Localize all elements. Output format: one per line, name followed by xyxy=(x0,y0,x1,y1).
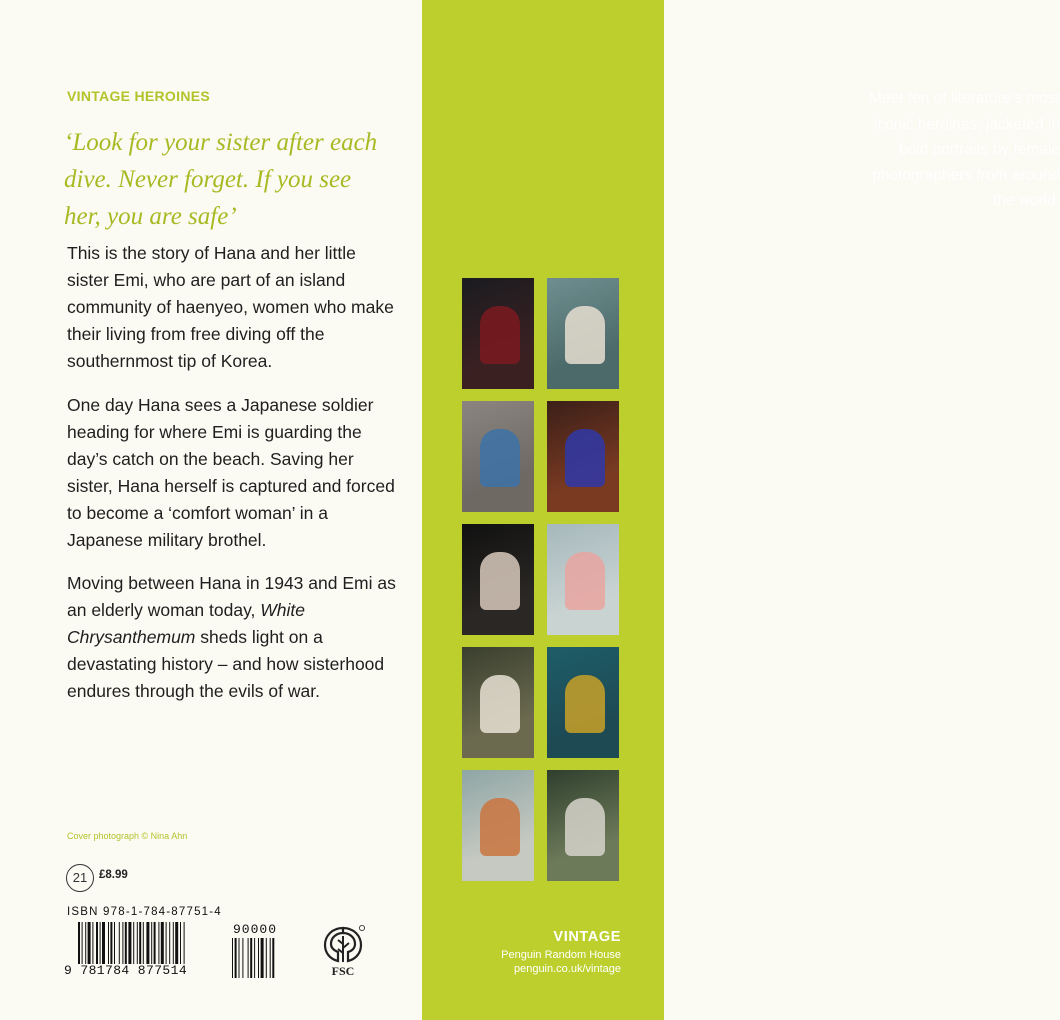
fsc-label: FSC xyxy=(331,964,355,978)
cover-figure xyxy=(480,306,520,364)
series-cover-thumbnail xyxy=(547,647,619,758)
synopsis-paragraph-1: This is the story of Hana and her little sister Emi, who are part of an island community of haenyeo, women who make their living from free diving off the southernmost tip of Korea. xyxy=(67,243,394,371)
vintage-logo-text: VINTAGE xyxy=(553,929,621,945)
isbn-text: ISBN 978-1-784-87751-4 xyxy=(67,906,222,918)
series-cover-thumbnail xyxy=(547,770,619,881)
series-cover-thumbnail xyxy=(462,524,534,635)
series-cover-thumbnail xyxy=(547,278,619,389)
addon-barcode-icon xyxy=(232,938,294,978)
back-cover-right-panel xyxy=(422,0,1060,1020)
c21-badge: 21 xyxy=(66,864,94,892)
back-cover-left-panel xyxy=(0,0,422,1020)
price-addon-digits: 90000 xyxy=(233,922,278,937)
cover-figure xyxy=(565,429,605,487)
series-cover-thumbnail xyxy=(462,770,534,881)
cover-figure xyxy=(565,552,605,610)
book-title: White Chrysanthemum xyxy=(67,600,305,647)
publisher-name: Penguin Random House xyxy=(501,949,621,961)
cover-figure xyxy=(480,798,520,856)
para3-text-a: Moving between Hana in 1943 and Emi as an elderly woman today, xyxy=(67,573,396,620)
cover-figure xyxy=(565,798,605,856)
pull-quote: ‘Look for your sister after each dive. Never forget. If you see her, you are safe’ xyxy=(64,129,378,230)
cover-figure xyxy=(480,675,520,733)
barcode-icon xyxy=(78,922,222,964)
series-cover-thumbnail xyxy=(462,278,534,389)
para3-text-b: sheds light on a devastating history – and how sisterhood endures through the evils of war. xyxy=(67,627,385,701)
publisher-block xyxy=(501,929,621,975)
series-cover-thumbnail xyxy=(462,647,534,758)
synopsis-paragraph-2: One day Hana sees a Japanese soldier heading for where Emi is guarding the day’s catch on the beach. Saving her sister, Hana herself is captured and forced to become a ‘comfort woman’ in a Japanese military brothel. xyxy=(67,395,395,550)
series-cover-thumbnail xyxy=(547,524,619,635)
cover-figure xyxy=(480,429,520,487)
publisher-url: penguin.co.uk/vintage xyxy=(513,963,621,975)
series-title: VINTAGE HEROINES xyxy=(67,88,211,104)
series-cover-thumbnail xyxy=(462,401,534,512)
synopsis-paragraph-3 xyxy=(67,570,397,705)
series-cover-thumbnail xyxy=(547,401,619,512)
barcode-digits: 9 781784 877514 xyxy=(64,963,188,978)
cover-figure xyxy=(565,306,605,364)
series-blurb: Meet ten of literature’s most iconic heroines, jacketed in bold portraits by female photographers from around the world. xyxy=(869,90,1060,209)
price: £8.99 xyxy=(99,869,128,881)
photo-credit: Cover photograph © Nina Ahn xyxy=(67,831,188,841)
cover-figure xyxy=(565,675,605,733)
fsc-logo-icon xyxy=(318,922,368,978)
cover-figure xyxy=(480,552,520,610)
